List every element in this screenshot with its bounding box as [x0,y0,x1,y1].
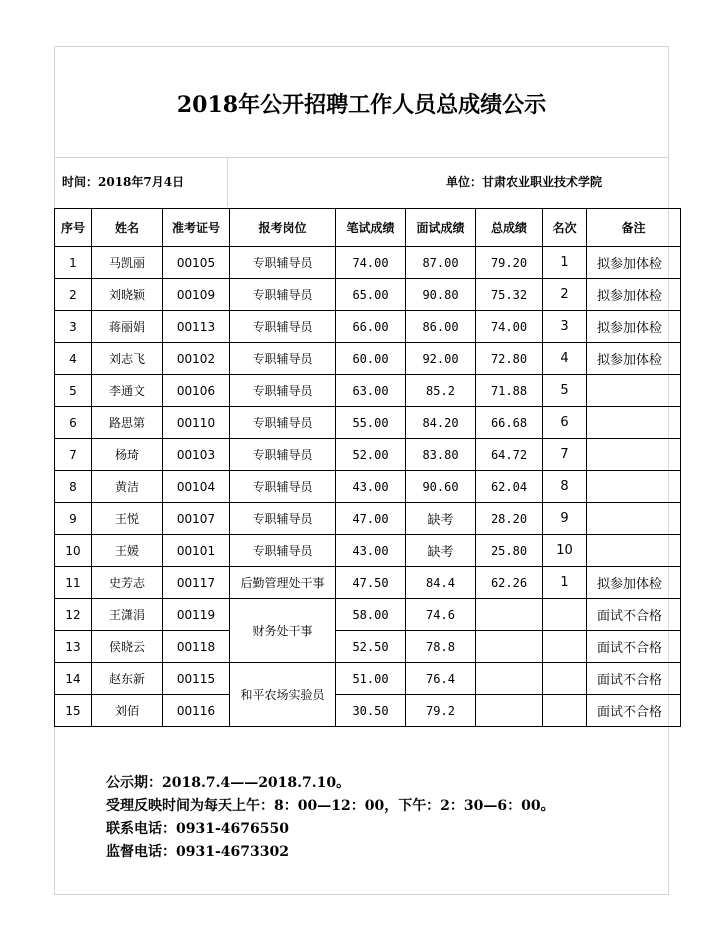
cell-written-score: 55.00 [336,407,406,439]
cell-total-score: 62.04 [476,471,543,503]
cell-note: 面试不合格 [587,695,681,727]
cell-interview-score: 缺考 [406,503,476,535]
cell-written-score: 43.00 [336,471,406,503]
cell-rank: 1 [543,247,587,279]
header-post: 报考岗位 [230,209,336,247]
cell-total-score [476,631,543,663]
supervision-phone: 监督电话：0931-4673302 [106,844,289,860]
cell-seq: 9 [55,503,92,535]
cell-note [587,439,681,471]
table-header-row [55,209,681,247]
cell-rank [543,663,587,695]
cell-rank: 6 [543,407,587,439]
cell-rank: 5 [543,375,587,407]
cell-post: 专职辅导员 [230,343,336,375]
cell-name: 刘志飞 [92,343,163,375]
cell-rank: 8 [543,471,587,503]
cell-note: 拟参加体检 [587,247,681,279]
cell-interview-score: 92.00 [406,343,476,375]
cell-exam-id: 00110 [163,407,230,439]
table-row [55,375,681,407]
cell-written-score: 52.50 [336,631,406,663]
cell-name: 侯晓云 [92,631,163,663]
table-row [55,343,681,375]
cell-interview-score: 83.80 [406,439,476,471]
cell-name: 史芳志 [92,567,163,599]
cell-interview-score: 84.4 [406,567,476,599]
cell-written-score: 47.00 [336,503,406,535]
cell-exam-id: 00109 [163,279,230,311]
cell-name: 路思第 [92,407,163,439]
cell-name: 蒋丽娟 [92,311,163,343]
cell-name: 黄洁 [92,471,163,503]
cell-total-score: 72.80 [476,343,543,375]
cell-rank: 4 [543,343,587,375]
cell-post: 专职辅导员 [230,471,336,503]
cell-rank [543,695,587,727]
cell-rank [543,599,587,631]
cell-total-score: 28.20 [476,503,543,535]
cell-note [587,535,681,567]
cell-post: 专职辅导员 [230,279,336,311]
cell-exam-id: 00104 [163,471,230,503]
table-row [55,631,681,663]
header-total-score: 总成绩 [476,209,543,247]
cell-total-score: 79.20 [476,247,543,279]
table-row [55,439,681,471]
cell-name: 赵东新 [92,663,163,695]
cell-exam-id: 00106 [163,375,230,407]
cell-note [587,503,681,535]
cell-interview-score: 86.00 [406,311,476,343]
header-exam-id: 准考证号 [163,209,230,247]
cell-post: 专职辅导员 [230,439,336,471]
cell-rank: 2 [543,279,587,311]
cell-post: 专职辅导员 [230,247,336,279]
header-rank: 名次 [543,209,587,247]
cell-name: 李通文 [92,375,163,407]
organization-unit: 单位：甘肃农业职业技术学院 [446,175,603,189]
cell-note: 拟参加体检 [587,279,681,311]
cell-post-merged: 和平农场实验员 [230,663,336,727]
cell-rank: 1 [543,567,587,599]
cell-rank: 9 [543,503,587,535]
cell-post: 专职辅导员 [230,311,336,343]
contact-phone: 联系电话：0931-4676550 [106,821,289,837]
cell-interview-score: 78.8 [406,631,476,663]
cell-exam-id: 00113 [163,311,230,343]
header-seq: 序号 [55,209,92,247]
cell-note: 面试不合格 [587,631,681,663]
table-row [55,695,681,727]
cell-seq: 14 [55,663,92,695]
cell-name: 杨琦 [92,439,163,471]
cell-total-score: 64.72 [476,439,543,471]
cell-interview-score: 84.20 [406,407,476,439]
table-row [55,279,681,311]
cell-seq: 2 [55,279,92,311]
table-row [55,663,681,695]
header-written-score: 笔试成绩 [336,209,406,247]
notice-period: 公示期：2018.7.4——2018.7.10。 [106,775,351,791]
cell-post-merged: 财务处干事 [230,599,336,663]
cell-exam-id: 00118 [163,631,230,663]
cell-total-score [476,663,543,695]
cell-post: 专职辅导员 [230,375,336,407]
cell-name: 王悦 [92,503,163,535]
cell-seq: 10 [55,535,92,567]
cell-exam-id: 00116 [163,695,230,727]
cell-written-score: 65.00 [336,279,406,311]
cell-interview-score: 90.80 [406,279,476,311]
cell-name: 刘佰 [92,695,163,727]
cell-name: 刘晓颖 [92,279,163,311]
table-row [55,311,681,343]
table-row [55,407,681,439]
cell-seq: 11 [55,567,92,599]
cell-written-score: 66.00 [336,311,406,343]
cell-written-score: 52.00 [336,439,406,471]
cell-rank: 7 [543,439,587,471]
cell-total-score: 66.68 [476,407,543,439]
cell-rank: 10 [543,535,587,567]
cell-total-score [476,599,543,631]
cell-interview-score: 缺考 [406,535,476,567]
table-row [55,503,681,535]
meta-divider [227,157,228,207]
cell-total-score: 71.88 [476,375,543,407]
cell-note: 拟参加体检 [587,311,681,343]
cell-seq: 1 [55,247,92,279]
cell-interview-score: 85.2 [406,375,476,407]
cell-total-score [476,695,543,727]
cell-exam-id: 00107 [163,503,230,535]
cell-seq: 12 [55,599,92,631]
cell-post: 专职辅导员 [230,503,336,535]
table-row [55,471,681,503]
announcement-notes [106,772,555,864]
cell-exam-id: 00105 [163,247,230,279]
cell-name: 王媛 [92,535,163,567]
table-row [55,535,681,567]
cell-seq: 8 [55,471,92,503]
cell-written-score: 60.00 [336,343,406,375]
cell-total-score: 74.00 [476,311,543,343]
cell-exam-id: 00103 [163,439,230,471]
cell-written-score: 43.00 [336,535,406,567]
cell-seq: 7 [55,439,92,471]
table-row [55,567,681,599]
cell-note: 面试不合格 [587,599,681,631]
cell-post: 专职辅导员 [230,535,336,567]
cell-seq: 5 [55,375,92,407]
cell-rank [543,631,587,663]
cell-interview-score: 74.6 [406,599,476,631]
cell-note [587,407,681,439]
cell-interview-score: 76.4 [406,663,476,695]
cell-note: 拟参加体检 [587,567,681,599]
page-title: 2018年公开招聘工作人员总成绩公示 [176,92,547,118]
cell-written-score: 47.50 [336,567,406,599]
cell-total-score: 25.80 [476,535,543,567]
cell-note [587,471,681,503]
feedback-hours: 受理反映时间为每天上午：8：00—12：00，下午：2：30—6：00。 [106,798,555,814]
cell-written-score: 51.00 [336,663,406,695]
cell-post: 专职辅导员 [230,407,336,439]
cell-seq: 13 [55,631,92,663]
header-name: 姓名 [92,209,163,247]
announcement-date: 时间：2018年7月4日 [62,175,185,189]
cell-total-score: 62.26 [476,567,543,599]
cell-note [587,375,681,407]
table-row [55,599,681,631]
meta-top-rule [54,157,669,158]
header-interview-score: 面试成绩 [406,209,476,247]
cell-exam-id: 00102 [163,343,230,375]
cell-exam-id: 00115 [163,663,230,695]
score-table [54,208,681,727]
cell-written-score: 58.00 [336,599,406,631]
table-row [55,247,681,279]
cell-seq: 3 [55,311,92,343]
header-note: 备注 [587,209,681,247]
cell-exam-id: 00101 [163,535,230,567]
cell-rank: 3 [543,311,587,343]
cell-written-score: 74.00 [336,247,406,279]
cell-seq: 6 [55,407,92,439]
cell-note: 面试不合格 [587,663,681,695]
cell-exam-id: 00119 [163,599,230,631]
cell-seq: 15 [55,695,92,727]
cell-note: 拟参加体检 [587,343,681,375]
cell-total-score: 75.32 [476,279,543,311]
cell-name: 王潇涓 [92,599,163,631]
cell-interview-score: 90.60 [406,471,476,503]
cell-interview-score: 79.2 [406,695,476,727]
cell-post: 后勤管理处干事 [230,567,336,599]
cell-interview-score: 87.00 [406,247,476,279]
cell-written-score: 63.00 [336,375,406,407]
cell-name: 马凯丽 [92,247,163,279]
cell-seq: 4 [55,343,92,375]
cell-exam-id: 00117 [163,567,230,599]
cell-written-score: 30.50 [336,695,406,727]
